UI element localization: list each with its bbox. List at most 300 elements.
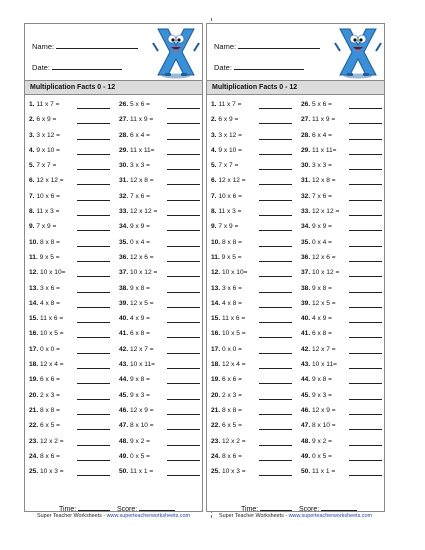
fact-number: 17. xyxy=(29,345,39,353)
fact-question: 11 x 9 = xyxy=(130,116,154,124)
answer-blank[interactable] xyxy=(349,475,382,476)
fact-number: 4. xyxy=(211,146,217,154)
letter-x-mascot-icon xyxy=(152,25,200,79)
fact-number: 34. xyxy=(119,223,129,231)
answer-blank[interactable] xyxy=(167,123,200,124)
answer-blank[interactable] xyxy=(77,307,110,308)
answer-blank[interactable] xyxy=(349,368,382,369)
fact-number: 43. xyxy=(119,361,129,369)
answer-blank[interactable] xyxy=(259,261,292,262)
fact-question: 11 x 3 = xyxy=(218,208,242,216)
answer-blank[interactable] xyxy=(259,445,292,446)
name-label: Name: xyxy=(214,42,237,51)
fact-question: 5 x 6 = xyxy=(312,101,332,108)
fact-number: 7. xyxy=(29,192,35,200)
fact-question: 8 x 6 = xyxy=(222,452,242,460)
answer-blank[interactable] xyxy=(349,460,382,461)
fact-question: 10 x 6 = xyxy=(218,192,242,200)
fact-row xyxy=(119,468,203,483)
fact-row xyxy=(301,177,385,192)
fact-question: 8 x 8 = xyxy=(222,406,242,414)
fact-question: 7 x 9 = xyxy=(36,223,57,231)
answer-blank[interactable] xyxy=(167,307,200,308)
answer-blank[interactable] xyxy=(349,307,382,308)
fact-number: 29. xyxy=(119,146,129,154)
fact-number: 16. xyxy=(29,330,39,338)
fact-question: 12 x 6 = xyxy=(130,253,154,261)
fact-question: 0 x 5 = xyxy=(130,452,150,460)
answer-blank[interactable] xyxy=(259,460,292,461)
fact-number: 31. xyxy=(301,177,311,185)
fact-row xyxy=(211,422,295,437)
fact-question: 6 x 4 = xyxy=(130,131,150,139)
fact-row xyxy=(211,300,295,315)
fact-number: 9. xyxy=(29,223,35,231)
name-blank[interactable] xyxy=(56,41,138,49)
fact-row xyxy=(119,422,203,437)
answer-blank[interactable] xyxy=(77,154,110,155)
fact-question: 11 x 7 = xyxy=(218,101,242,108)
fact-number: 38. xyxy=(301,284,311,292)
fact-row xyxy=(301,132,385,147)
fact-number: 17. xyxy=(211,345,221,353)
fact-number: 11. xyxy=(211,253,220,261)
fact-number: 28. xyxy=(301,131,311,139)
fact-number: 35. xyxy=(301,238,311,246)
time-blank[interactable] xyxy=(78,504,110,511)
score-blank[interactable] xyxy=(321,504,357,511)
answer-blank[interactable] xyxy=(77,383,110,384)
fact-number: 50. xyxy=(301,468,311,476)
fact-row xyxy=(29,132,113,147)
fact-number: 37. xyxy=(119,269,129,277)
credit-text: Super Teacher Worksheets - xyxy=(219,513,289,519)
fact-row xyxy=(29,346,113,361)
answer-blank[interactable] xyxy=(167,475,200,476)
fact-question: 10 x 3 = xyxy=(222,468,246,476)
fact-question: 9 x 9 = xyxy=(312,223,332,231)
fact-number: 46. xyxy=(119,406,129,414)
answer-blank[interactable] xyxy=(259,292,292,293)
fact-row xyxy=(119,208,203,223)
answer-blank[interactable] xyxy=(167,322,200,323)
answer-blank[interactable] xyxy=(77,368,110,369)
fact-row xyxy=(119,254,203,269)
fact-row xyxy=(29,147,113,162)
date-label: Date: xyxy=(32,63,50,72)
fact-number: 1. xyxy=(29,101,35,108)
date-blank[interactable] xyxy=(52,62,122,70)
answer-blank[interactable] xyxy=(349,292,382,293)
fact-number: 2. xyxy=(29,116,35,124)
fact-row xyxy=(211,346,295,361)
answer-blank[interactable] xyxy=(77,139,110,140)
fact-number: 41. xyxy=(119,330,129,338)
score-blank[interactable] xyxy=(139,504,175,511)
fact-row xyxy=(301,254,385,269)
fact-row xyxy=(301,300,385,315)
date-field[interactable] xyxy=(32,62,122,72)
score-label: Score: xyxy=(117,506,138,513)
fact-question: 12 x 5 = xyxy=(130,299,154,307)
answer-blank[interactable] xyxy=(167,108,200,109)
fact-question: 6 x 6 = xyxy=(222,376,242,384)
fact-question: 6 x 8 = xyxy=(312,330,332,338)
facts-area xyxy=(25,95,202,489)
facts-column-2 xyxy=(119,101,203,483)
fact-question: 8 x 8 = xyxy=(40,238,60,246)
fact-number: 6. xyxy=(211,177,217,185)
fact-question: 10 x 3 = xyxy=(40,468,64,476)
answer-blank[interactable] xyxy=(259,368,292,369)
answer-blank[interactable] xyxy=(259,200,292,201)
answer-blank[interactable] xyxy=(77,445,110,446)
fact-question: 8 x 6 = xyxy=(40,452,60,460)
answer-blank[interactable] xyxy=(167,337,200,338)
fact-question: 0 x 5 = xyxy=(312,452,332,460)
fact-question: 11 x 6 = xyxy=(222,315,246,323)
fact-row xyxy=(301,101,385,116)
answer-blank[interactable] xyxy=(77,353,110,354)
fact-row xyxy=(301,223,385,238)
fact-row xyxy=(301,193,385,208)
answer-blank[interactable] xyxy=(77,261,110,262)
fact-number: 31. xyxy=(119,177,129,185)
answer-blank[interactable] xyxy=(259,123,292,124)
fact-row xyxy=(119,361,203,376)
fact-row xyxy=(211,162,295,177)
answer-blank[interactable] xyxy=(167,215,200,216)
answer-blank[interactable] xyxy=(167,460,200,461)
answer-blank[interactable] xyxy=(349,429,382,430)
time-field[interactable] xyxy=(59,504,110,513)
fact-question: 11 x 1 = xyxy=(312,468,336,476)
fact-row xyxy=(211,208,295,223)
fact-row xyxy=(119,239,203,254)
answer-blank[interactable] xyxy=(259,429,292,430)
fact-number: 27. xyxy=(301,116,311,124)
fact-question: 10 x 5 = xyxy=(222,330,246,338)
answer-blank[interactable] xyxy=(259,169,292,170)
letter-x-mascot-icon xyxy=(334,25,382,79)
answer-blank[interactable] xyxy=(167,368,200,369)
answer-blank[interactable] xyxy=(259,184,292,185)
answer-blank[interactable] xyxy=(259,353,292,354)
answer-blank[interactable] xyxy=(349,337,382,338)
fact-number: 42. xyxy=(301,345,311,353)
fact-row xyxy=(211,392,295,407)
date-blank[interactable] xyxy=(234,62,304,70)
answer-blank[interactable] xyxy=(167,353,200,354)
worksheet-title: Multiplication Facts 0 - 12 xyxy=(207,80,384,95)
answer-blank[interactable] xyxy=(349,154,382,155)
fact-row xyxy=(301,438,385,453)
fact-row xyxy=(211,468,295,483)
answer-blank[interactable] xyxy=(349,414,382,415)
fact-row xyxy=(119,193,203,208)
score-field[interactable] xyxy=(117,504,175,513)
fact-number: 38. xyxy=(119,284,129,292)
answer-blank[interactable] xyxy=(349,139,382,140)
answer-blank[interactable] xyxy=(259,108,292,109)
fact-row xyxy=(301,162,385,177)
fact-question: 10 x 11= xyxy=(312,361,338,369)
answer-blank[interactable] xyxy=(77,475,110,476)
fact-row xyxy=(301,453,385,468)
fact-row xyxy=(119,162,203,177)
fact-row xyxy=(119,438,203,453)
answer-blank[interactable] xyxy=(167,383,200,384)
fact-number: 40. xyxy=(119,315,129,323)
score-field[interactable] xyxy=(299,504,357,513)
fact-number: 29. xyxy=(301,146,311,154)
answer-blank[interactable] xyxy=(349,261,382,262)
fact-number: 20. xyxy=(29,391,39,399)
fact-question: 10 x 12 = xyxy=(130,269,158,277)
fact-row xyxy=(29,330,113,345)
answer-blank[interactable] xyxy=(167,429,200,430)
answer-blank[interactable] xyxy=(259,154,292,155)
fact-number: 46. xyxy=(301,406,311,414)
fact-row xyxy=(301,468,385,483)
fact-row xyxy=(29,468,113,483)
fact-row xyxy=(211,101,295,116)
fact-question: 6 x 5 = xyxy=(40,422,60,430)
fact-row xyxy=(211,254,295,269)
answer-blank[interactable] xyxy=(259,215,292,216)
answer-blank[interactable] xyxy=(259,246,292,247)
answer-blank[interactable] xyxy=(349,353,382,354)
fact-question: 4 x 9 = xyxy=(312,315,332,323)
worksheet-panel-right xyxy=(206,23,385,512)
answer-blank[interactable] xyxy=(349,276,382,277)
fact-row xyxy=(211,376,295,391)
answer-blank[interactable] xyxy=(349,108,382,109)
answer-blank[interactable] xyxy=(259,337,292,338)
answer-blank[interactable] xyxy=(167,292,200,293)
fact-row xyxy=(29,269,113,284)
fact-question: 9 x 2 = xyxy=(312,437,332,445)
answer-blank[interactable] xyxy=(77,123,110,124)
fact-number: 12. xyxy=(211,269,221,277)
answer-blank[interactable] xyxy=(167,200,200,201)
fact-number: 48. xyxy=(301,437,311,445)
answer-blank[interactable] xyxy=(167,261,200,262)
answer-blank[interactable] xyxy=(259,230,292,231)
fact-row xyxy=(119,376,203,391)
fact-number: 26. xyxy=(301,101,311,108)
answer-blank[interactable] xyxy=(259,475,292,476)
fact-number: 26. xyxy=(119,101,129,108)
fact-question: 9 x 8 = xyxy=(312,376,332,384)
answer-blank[interactable] xyxy=(349,399,382,400)
fact-number: 13. xyxy=(29,284,39,292)
fact-number: 8. xyxy=(211,208,217,216)
answer-blank[interactable] xyxy=(167,399,200,400)
answer-blank[interactable] xyxy=(77,414,110,415)
fact-question: 6 x 9 = xyxy=(36,116,57,124)
fact-number: 5. xyxy=(211,162,217,170)
fact-question: 7 x 7 = xyxy=(36,162,57,170)
facts-column-1 xyxy=(211,101,295,483)
fact-number: 45. xyxy=(119,391,129,399)
fact-number: 7. xyxy=(211,192,217,200)
fact-number: 39. xyxy=(119,299,129,307)
answer-blank[interactable] xyxy=(167,414,200,415)
answer-blank[interactable] xyxy=(349,246,382,247)
answer-blank[interactable] xyxy=(349,169,382,170)
fact-question: 4 x 8 = xyxy=(40,299,60,307)
fact-question: 9 x 5 = xyxy=(221,253,242,261)
fact-row xyxy=(211,315,295,330)
fact-question: 10 x 11= xyxy=(130,361,156,369)
answer-blank[interactable] xyxy=(349,445,382,446)
answer-blank[interactable] xyxy=(259,276,292,277)
fact-number: 10. xyxy=(29,238,39,246)
answer-blank[interactable] xyxy=(167,154,200,155)
fact-number: 23. xyxy=(29,437,39,445)
answer-blank[interactable] xyxy=(77,184,110,185)
fact-row xyxy=(301,269,385,284)
fact-number: 14. xyxy=(211,299,221,307)
answer-blank[interactable] xyxy=(167,169,200,170)
fact-row xyxy=(211,453,295,468)
date-field[interactable] xyxy=(214,62,304,72)
fact-row xyxy=(29,116,113,131)
answer-blank[interactable] xyxy=(167,276,200,277)
fact-number: 50. xyxy=(119,468,129,476)
fact-row xyxy=(119,315,203,330)
fact-row xyxy=(119,147,203,162)
fact-question: 7 x 6 = xyxy=(130,192,150,200)
answer-blank[interactable] xyxy=(349,184,382,185)
fact-row xyxy=(119,346,203,361)
fact-row xyxy=(301,285,385,300)
answer-blank[interactable] xyxy=(349,215,382,216)
fact-row xyxy=(119,330,203,345)
answer-blank[interactable] xyxy=(349,200,382,201)
answer-blank[interactable] xyxy=(77,169,110,170)
answer-blank[interactable] xyxy=(77,246,110,247)
fact-row xyxy=(211,223,295,238)
fact-row xyxy=(301,346,385,361)
fact-row xyxy=(211,239,295,254)
fact-question: 5 x 6 = xyxy=(130,101,150,108)
answer-blank[interactable] xyxy=(77,399,110,400)
answer-blank[interactable] xyxy=(167,139,200,140)
answer-blank[interactable] xyxy=(77,429,110,430)
fact-question: 7 x 9 = xyxy=(218,223,239,231)
fact-question: 7 x 6 = xyxy=(312,192,332,200)
fact-question: 9 x 8 = xyxy=(130,284,150,292)
fact-question: 12 x 8 = xyxy=(312,177,336,185)
fact-row xyxy=(301,330,385,345)
fact-question: 12 x 2 = xyxy=(222,437,246,445)
answer-blank[interactable] xyxy=(259,322,292,323)
fact-row xyxy=(119,116,203,131)
fact-number: 33. xyxy=(301,208,311,216)
answer-blank[interactable] xyxy=(259,399,292,400)
answer-blank[interactable] xyxy=(77,215,110,216)
fact-row xyxy=(119,101,203,116)
answer-blank[interactable] xyxy=(77,460,110,461)
answer-blank[interactable] xyxy=(77,108,110,109)
answer-blank[interactable] xyxy=(259,307,292,308)
answer-blank[interactable] xyxy=(167,246,200,247)
fact-question: 4 x 8 = xyxy=(222,299,242,307)
answer-blank[interactable] xyxy=(259,139,292,140)
answer-blank[interactable] xyxy=(167,445,200,446)
fact-number: 9. xyxy=(211,223,217,231)
fact-question: 12 x 4 = xyxy=(222,361,246,369)
fact-number: 48. xyxy=(119,437,129,445)
fact-question: 11 x 6 = xyxy=(40,315,64,323)
name-field[interactable] xyxy=(32,41,138,51)
answer-blank[interactable] xyxy=(77,322,110,323)
credit-link[interactable]: www.superteacherworksheets.com xyxy=(106,513,190,519)
answer-blank[interactable] xyxy=(259,383,292,384)
fact-question: 6 x 4 = xyxy=(312,131,332,139)
credit-link[interactable]: www.superteacherworksheets.com xyxy=(288,513,372,519)
fact-question: 11 x 1 = xyxy=(130,468,154,476)
answer-blank[interactable] xyxy=(349,230,382,231)
fact-question: 0 x 4 = xyxy=(312,238,332,246)
fact-question: 9 x 10 = xyxy=(218,146,242,154)
time-field[interactable] xyxy=(241,504,292,513)
time-blank[interactable] xyxy=(260,504,292,511)
fact-question: 12 x 12 = xyxy=(130,208,158,216)
fact-row xyxy=(119,177,203,192)
answer-blank[interactable] xyxy=(77,200,110,201)
fact-question: 12 x 9 = xyxy=(130,406,154,414)
fact-row xyxy=(29,407,113,422)
answer-blank[interactable] xyxy=(77,337,110,338)
fact-number: 32. xyxy=(119,192,129,200)
fact-question: 12 x 7 = xyxy=(130,345,154,353)
fact-row xyxy=(29,438,113,453)
fact-question: 7 x 7 = xyxy=(218,162,239,170)
answer-blank[interactable] xyxy=(77,292,110,293)
fact-row xyxy=(29,193,113,208)
answer-blank[interactable] xyxy=(349,322,382,323)
fact-number: 13. xyxy=(211,284,221,292)
fact-number: 21. xyxy=(29,406,39,414)
fact-number: 33. xyxy=(119,208,129,216)
fact-question: 6 x 9 = xyxy=(218,116,239,124)
fact-question: 12 x 8 = xyxy=(130,177,154,185)
fact-number: 44. xyxy=(119,376,129,384)
name-blank[interactable] xyxy=(238,41,320,49)
credit-text: Super Teacher Worksheets - xyxy=(37,513,107,519)
fact-number: 3. xyxy=(211,131,217,139)
answer-blank[interactable] xyxy=(259,414,292,415)
answer-blank[interactable] xyxy=(167,230,200,231)
fact-question: 10 x 10= xyxy=(222,269,248,277)
answer-blank[interactable] xyxy=(77,276,110,277)
fact-question: 9 x 5 = xyxy=(39,253,60,261)
credit-line xyxy=(206,513,385,519)
answer-blank[interactable] xyxy=(349,123,382,124)
answer-blank[interactable] xyxy=(167,184,200,185)
answer-blank[interactable] xyxy=(77,230,110,231)
name-field[interactable] xyxy=(214,41,320,51)
worksheet-header xyxy=(207,24,384,80)
fact-row xyxy=(211,193,295,208)
score-label: Score: xyxy=(299,506,320,513)
fact-question: 9 x 8 = xyxy=(130,376,150,384)
answer-blank[interactable] xyxy=(349,383,382,384)
fact-row xyxy=(301,208,385,223)
